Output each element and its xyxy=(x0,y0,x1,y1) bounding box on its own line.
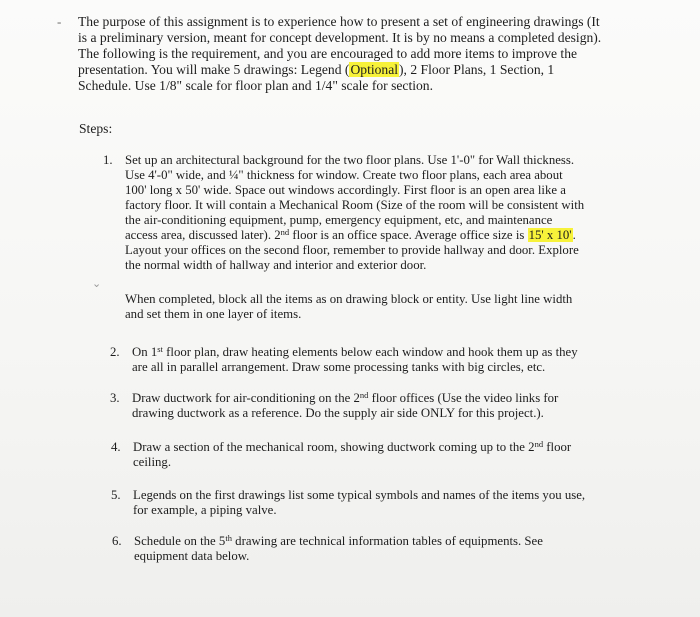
pen-tick-mark: ⌄ xyxy=(92,278,102,290)
step-line: 100' long x 50' wide. Space out windows accordingly. First floor is an open area like a xyxy=(125,183,566,197)
step-line: the normal width of hallway and interior and exterior door. xyxy=(125,258,427,272)
step-text: floor xyxy=(543,440,572,454)
step-body xyxy=(133,488,653,518)
step-line: the air-conditioning equipment, pump, emergency equipment, etc, and maintenance xyxy=(125,213,553,227)
step-text: Schedule on the 5 xyxy=(134,534,226,548)
step-text: floor offices (Use the video links for xyxy=(368,391,559,405)
ordinal-suffix: nd xyxy=(359,390,369,400)
step-line: are all in parallel arrangement. Draw some processing tanks with big circles, etc. xyxy=(132,360,546,374)
followup-line: and set them in one layer of items. xyxy=(125,307,302,321)
office-size-highlight: 15' x 10' xyxy=(528,228,572,242)
step-text: drawing are technical information tables of equipments. See xyxy=(231,534,543,548)
step-body xyxy=(132,345,652,375)
step-text: On 1 xyxy=(132,345,158,359)
intro-line: The following is the requirement, and you are encouraged to add more items to improve the xyxy=(78,46,578,61)
step-text: floor is an office space. Average office size is xyxy=(289,228,528,242)
step-line: factory floor. It will contain a Mechanical Room (Size of the room will be consistent with xyxy=(125,198,585,212)
optional-highlight: Optional xyxy=(350,62,399,77)
step-number: 5. xyxy=(111,488,121,502)
step-line: Legends on the first drawings list some typical symbols and names of the items you use, xyxy=(133,488,586,502)
step-line: Set up an architectural background for the two floor plans. Use 1'-0" for Wall thickness. xyxy=(125,153,575,167)
step-number: 3. xyxy=(110,391,120,405)
steps-heading: Steps: xyxy=(79,121,113,136)
step-body xyxy=(134,534,654,564)
ordinal-suffix: th xyxy=(225,533,232,543)
step-line: Use 4'-0" wide, and ¼" thickness for window. Create two floor plans, each area about xyxy=(125,168,563,182)
step-number: 6. xyxy=(112,534,122,548)
step-line: equipment data below. xyxy=(134,549,250,563)
intro-text: ), 2 Floor Plans, 1 Section, 1 xyxy=(399,62,555,77)
intro-line xyxy=(78,62,658,78)
intro-line: Schedule. Use 1/8" scale for floor plan and 1/4" scale for section. xyxy=(78,78,433,93)
step-line: Layout your offices on the second floor, remember to provide hallway and door. Explore xyxy=(125,243,579,257)
intro-paragraph xyxy=(78,14,658,94)
intro-line: is a preliminary version, meant for concept development. It is by no means a completed design). xyxy=(78,30,602,45)
ordinal-suffix: nd xyxy=(534,439,544,449)
step-line xyxy=(132,391,652,406)
step-line: drawing ductwork as a reference. Do the supply air side ONLY for this project.). xyxy=(132,406,544,420)
step-text: access area, discussed later). 2 xyxy=(125,228,281,242)
step-line: for example, a piping valve. xyxy=(133,503,277,517)
step-line xyxy=(132,345,652,360)
step-text: floor plan, draw heating elements below each window and hook them up as they xyxy=(162,345,578,359)
step-line xyxy=(133,440,653,455)
ordinal-suffix: st xyxy=(157,344,163,354)
step-number: 4. xyxy=(111,440,121,454)
step-number: 1. xyxy=(103,153,113,167)
margin-mark: - xyxy=(57,14,62,29)
step-line xyxy=(125,228,645,243)
step-text: Draw a section of the mechanical room, showing ductwork coming up to the 2 xyxy=(133,440,535,454)
intro-line: The purpose of this assignment is to experience how to present a set of engineering drawings (It xyxy=(78,14,600,29)
step-text: Draw ductwork for air-conditioning on the 2 xyxy=(132,391,360,405)
step-text: . xyxy=(572,228,576,242)
ordinal-suffix: nd xyxy=(280,227,290,237)
step-body xyxy=(125,153,645,322)
step-number: 2. xyxy=(110,345,120,359)
followup-line: When completed, block all the items as on drawing block or entity. Use light line width xyxy=(125,292,573,306)
step-body xyxy=(133,440,653,470)
step-line: ceiling. xyxy=(133,455,172,469)
step-body xyxy=(132,391,652,421)
intro-text: presentation. You will make 5 drawings: Legend ( xyxy=(78,62,350,77)
step-line xyxy=(134,534,654,549)
